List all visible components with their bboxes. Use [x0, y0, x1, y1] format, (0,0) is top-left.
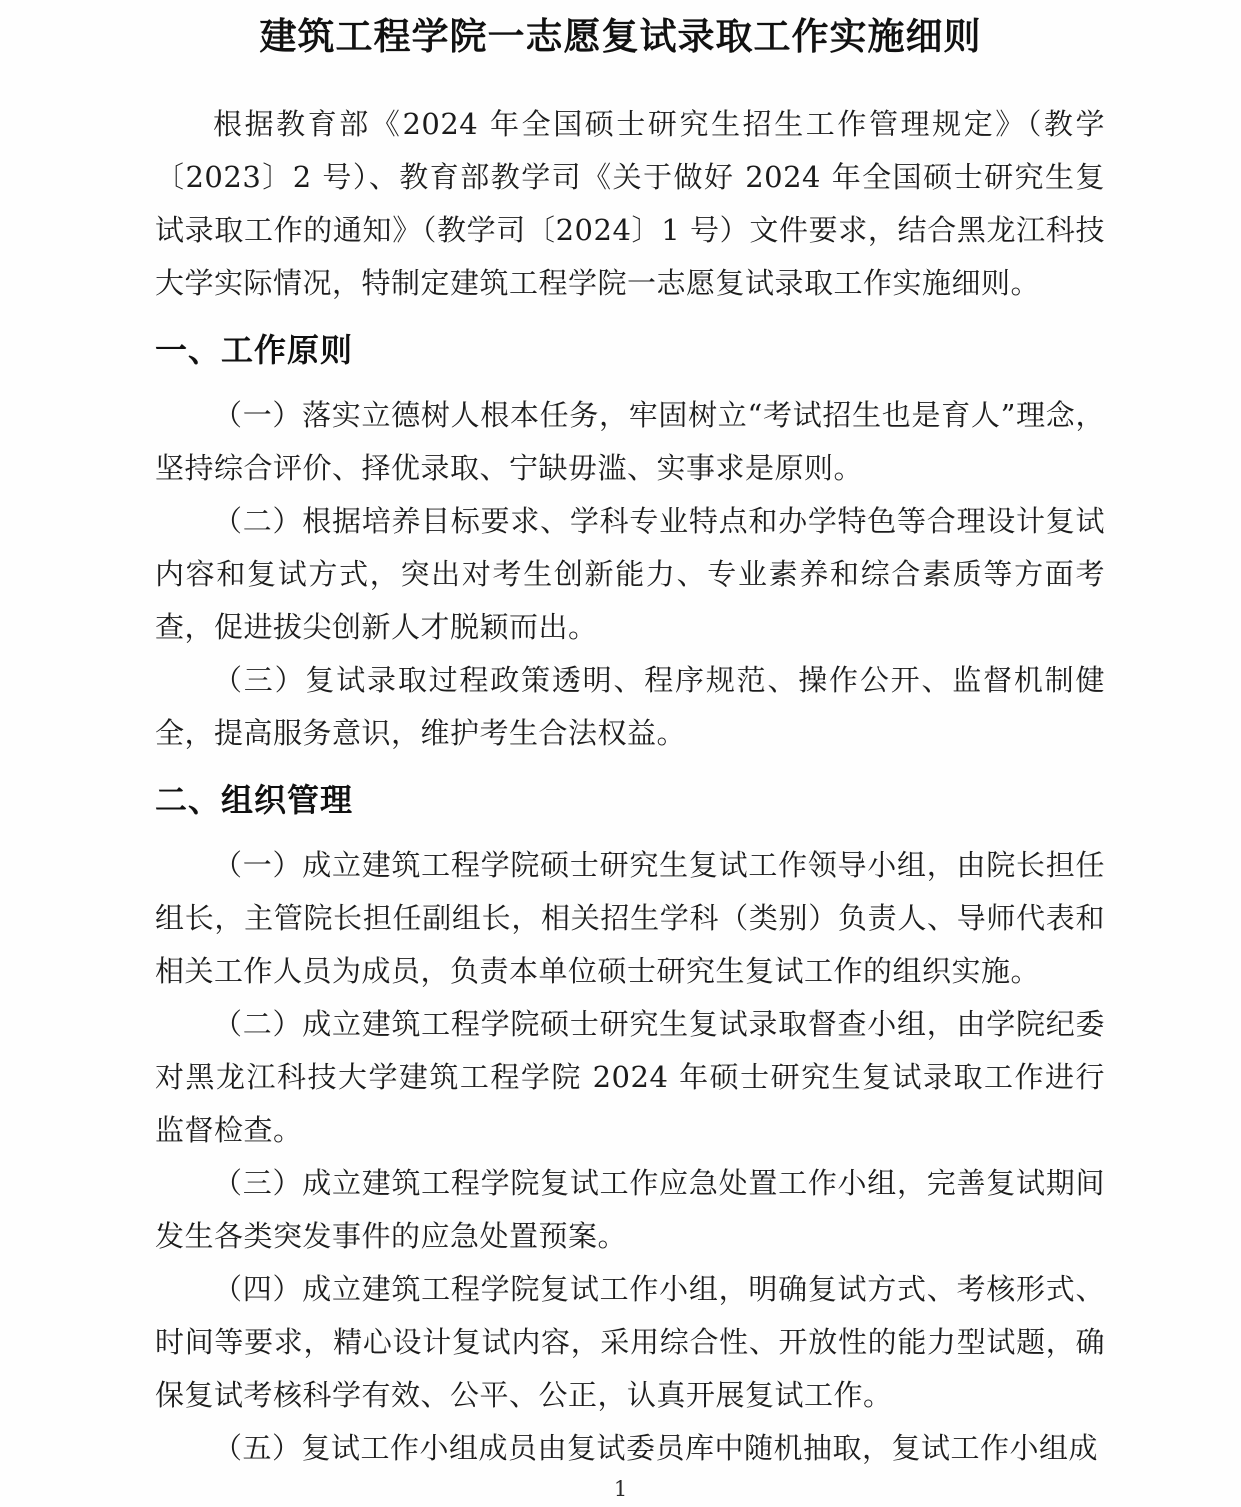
paragraph-organization-3: （三）成立建筑工程学院复试工作应急处置工作小组，完善复试期间发生各类突发事件的应急处置预案。: [155, 1166, 1105, 1253]
section-heading-work-principles: 一、工作原则: [155, 331, 354, 369]
paragraph-principles-3: （三）复试录取过程政策透明、程序规范、操作公开、监督机制健全，提高服务意识，维护考生合法权益。: [155, 663, 1105, 750]
paragraph-principles-2: （二）根据培养目标要求、学科专业特点和办学特色等合理设计复试内容和复试方式，突出对考生创新能力、专业素养和综合素质等方面考查，促进拔尖创新人才脱颖而出。: [155, 504, 1105, 644]
paragraph-organization-4: （四）成立建筑工程学院复试工作小组，明确复试方式、考核形式、时间等要求，精心设计复试内容，采用综合性、开放性的能力型试题，确保复试考核科学有效、公平、公正，认真开展复试工作。: [155, 1272, 1105, 1412]
paragraph-organization-5: （五）复试工作小组成员由复试委员库中随机抽取，复试工作小组成: [213, 1431, 1099, 1465]
paragraph-organization-1: （一）成立建筑工程学院硕士研究生复试工作领导小组，由院长担任组长，主管院长担任副组长，相关招生学科（类别）负责人、导师代表和相关工作人员为成员，负责本单位硕士研究生复试工作的组织实施。: [155, 848, 1105, 988]
intro-paragraph: 根据教育部《2024 年全国硕士研究生招生工作管理规定》（教学〔2023〕2 号）、教育部教学司《关于做好 2024 年全国硕士研究生复试录取工作的通知》（教学司〔2024〕1 号）文件要求，结合黑龙江科技大学实际情况，特制定建筑工程学院一志愿复试录取工作实施细则。: [155, 107, 1105, 300]
page-number: 1: [613, 1477, 628, 1501]
paragraph-organization-2: （二）成立建筑工程学院硕士研究生复试录取督查小组，由学院纪委对黑龙江科技大学建筑工程学院 2024 年硕士研究生复试录取工作进行监督检查。: [155, 1007, 1105, 1147]
section-heading-organization: 二、组织管理: [155, 781, 354, 819]
paragraph-principles-1: （一）落实立德树人根本任务，牢固树立“考试招生也是育人”理念，坚持综合评价、择优录取、宁缺毋滥、实事求是原则。: [155, 398, 1105, 485]
page-title: 建筑工程学院一志愿复试录取工作实施细则: [259, 15, 982, 58]
document-content: [0, 98, 1241, 1475]
